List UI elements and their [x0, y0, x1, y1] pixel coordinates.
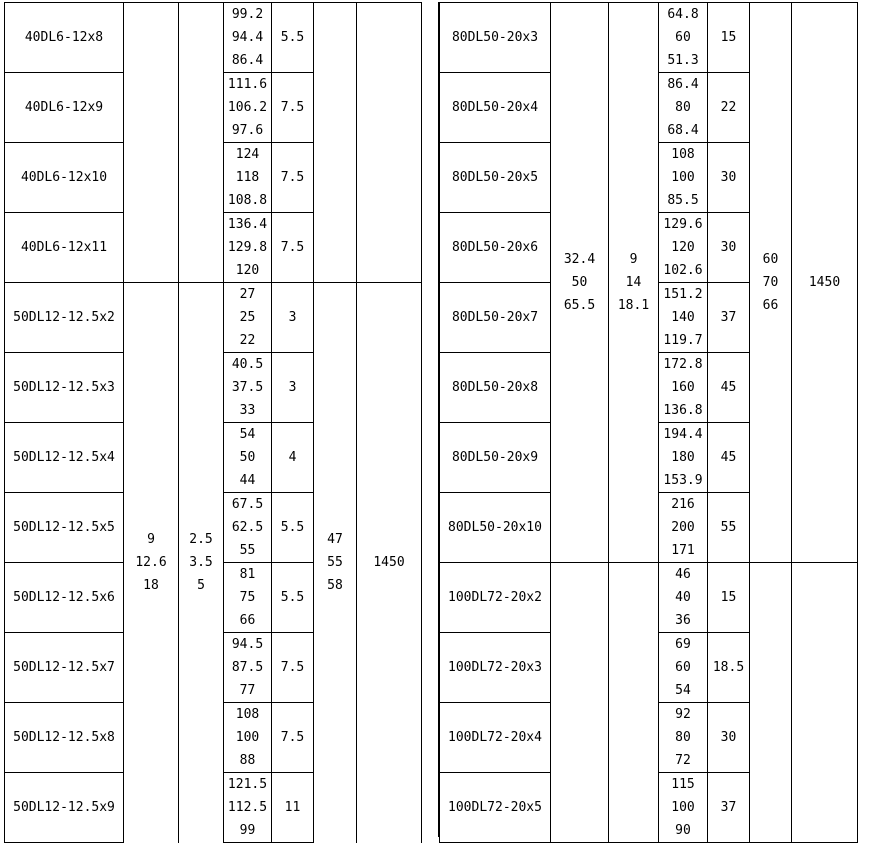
power-cell: 15 — [708, 563, 750, 633]
model-cell: 80DL50-20x7 — [440, 283, 551, 353]
model-cell: 100DL72-20x4 — [440, 703, 551, 773]
npsh-cell — [179, 3, 224, 283]
power-cell: 5.5 — [272, 493, 314, 563]
model-cell: 50DL12-12.5x9 — [5, 773, 124, 843]
model-cell: 50DL12-12.5x6 — [5, 563, 124, 633]
model-cell: 100DL72-20x2 — [440, 563, 551, 633]
model-cell: 40DL6-12x10 — [5, 143, 124, 213]
head-cell: 46 40 36 — [659, 563, 708, 633]
column-divider — [421, 2, 439, 837]
model-cell: 50DL12-12.5x8 — [5, 703, 124, 773]
head-cell: 108 100 85.5 — [659, 143, 708, 213]
power-cell: 37 — [708, 283, 750, 353]
head-cell: 67.5 62.5 55 — [224, 493, 272, 563]
model-cell: 80DL50-20x5 — [440, 143, 551, 213]
power-cell: 15 — [708, 3, 750, 73]
power-cell: 7.5 — [272, 143, 314, 213]
power-cell: 11 — [272, 773, 314, 843]
npsh-cell — [609, 563, 659, 843]
head-cell: 124 118 108.8 — [224, 143, 272, 213]
head-cell: 86.4 80 68.4 — [659, 73, 708, 143]
pump-spec-table-left — [4, 2, 422, 843]
npsh-cell: 2.5 3.5 5 — [179, 283, 224, 843]
power-cell: 45 — [708, 353, 750, 423]
power-cell: 30 — [708, 143, 750, 213]
efficiency-cell: 60 70 66 — [750, 3, 792, 563]
head-cell: 194.4 180 153.9 — [659, 423, 708, 493]
table-row — [5, 3, 422, 73]
power-cell: 22 — [708, 73, 750, 143]
power-cell: 5.5 — [272, 563, 314, 633]
efficiency-cell — [750, 563, 792, 843]
power-cell: 37 — [708, 773, 750, 843]
head-cell: 40.5 37.5 33 — [224, 353, 272, 423]
model-cell: 80DL50-20x10 — [440, 493, 551, 563]
head-cell: 111.6 106.2 97.6 — [224, 73, 272, 143]
flow-cell: 9 12.6 18 — [124, 283, 179, 843]
power-cell: 30 — [708, 213, 750, 283]
model-cell: 80DL50-20x9 — [440, 423, 551, 493]
model-cell: 50DL12-12.5x4 — [5, 423, 124, 493]
model-cell: 40DL6-12x9 — [5, 73, 124, 143]
model-cell: 80DL50-20x6 — [440, 213, 551, 283]
model-cell: 80DL50-20x4 — [440, 73, 551, 143]
power-cell: 7.5 — [272, 213, 314, 283]
power-cell: 45 — [708, 423, 750, 493]
head-cell: 99.2 94.4 86.4 — [224, 3, 272, 73]
power-cell: 7.5 — [272, 703, 314, 773]
power-cell: 30 — [708, 703, 750, 773]
model-cell: 80DL50-20x3 — [440, 3, 551, 73]
head-cell: 172.8 160 136.8 — [659, 353, 708, 423]
head-cell: 108 100 88 — [224, 703, 272, 773]
head-cell: 27 25 22 — [224, 283, 272, 353]
model-cell: 50DL12-12.5x2 — [5, 283, 124, 353]
head-cell: 129.6 120 102.6 — [659, 213, 708, 283]
speed-cell: 1450 — [357, 283, 422, 843]
head-cell: 136.4 129.8 120 — [224, 213, 272, 283]
head-cell: 92 80 72 — [659, 703, 708, 773]
power-cell: 18.5 — [708, 633, 750, 703]
model-cell: 100DL72-20x3 — [440, 633, 551, 703]
head-cell: 69 60 54 — [659, 633, 708, 703]
model-cell: 40DL6-12x11 — [5, 213, 124, 283]
npsh-cell: 9 14 18.1 — [609, 3, 659, 563]
model-cell: 40DL6-12x8 — [5, 3, 124, 73]
flow-cell: 32.4 50 65.5 — [551, 3, 609, 563]
model-cell: 80DL50-20x8 — [440, 353, 551, 423]
power-cell: 7.5 — [272, 633, 314, 703]
head-cell: 54 50 44 — [224, 423, 272, 493]
flow-cell — [124, 3, 179, 283]
efficiency-cell — [314, 3, 357, 283]
power-cell: 7.5 — [272, 73, 314, 143]
power-cell: 3 — [272, 353, 314, 423]
power-cell: 3 — [272, 283, 314, 353]
table-row — [440, 3, 858, 73]
model-cell: 50DL12-12.5x7 — [5, 633, 124, 703]
model-cell: 50DL12-12.5x3 — [5, 353, 124, 423]
head-cell: 216 200 171 — [659, 493, 708, 563]
speed-cell: 1450 — [792, 3, 858, 563]
power-cell: 5.5 — [272, 3, 314, 73]
head-cell: 115 100 90 — [659, 773, 708, 843]
head-cell: 121.5 112.5 99 — [224, 773, 272, 843]
flow-cell — [551, 563, 609, 843]
head-cell: 94.5 87.5 77 — [224, 633, 272, 703]
speed-cell — [792, 563, 858, 843]
pump-spec-table-right — [439, 2, 858, 843]
model-cell: 50DL12-12.5x5 — [5, 493, 124, 563]
head-cell: 151.2 140 119.7 — [659, 283, 708, 353]
table-row — [440, 563, 858, 633]
table-row — [5, 283, 422, 353]
speed-cell — [357, 3, 422, 283]
power-cell: 4 — [272, 423, 314, 493]
power-cell: 55 — [708, 493, 750, 563]
model-cell: 100DL72-20x5 — [440, 773, 551, 843]
head-cell: 81 75 66 — [224, 563, 272, 633]
efficiency-cell: 47 55 58 — [314, 283, 357, 843]
head-cell: 64.8 60 51.3 — [659, 3, 708, 73]
